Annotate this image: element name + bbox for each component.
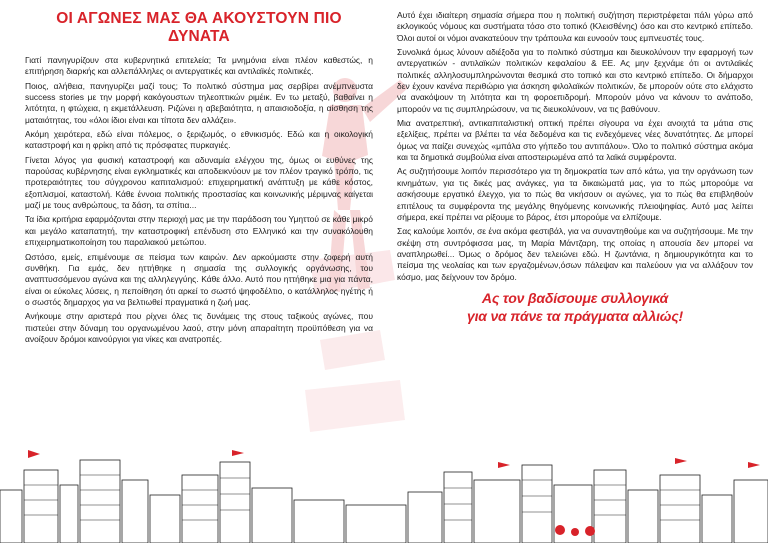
- left-paragraph-2: Ποιος, αλήθεια, πανηγυρίζει μαζί τους; Το πολιτικό σύστημα μας σερβίρει ανέμπνευστα success stories με την μορφή κακόγουστων τηλεοπτικών ριμέικ. Εν τω μεταξύ, βαθαίνει η λιτότητα, η φτώχεια, η εκμετάλλευση. Ριζώνει η αβεβαιότητα, η απαισιοδοξία, η αίσθηση της ματαιότητας, του «όλοι ίδιοι είναι και τίποτα δεν αλλάζει».: [25, 80, 373, 125]
- right-paragraph-2: Συνολικά όμως λύνουν αδιέξοδα για το πολιτικό σύστημα και διευκολύνουν την εφαρμογή των αντεργατικών - αντιλαϊκών πολιτικών κεφαλαίου & ΕΕ. Ας μην ξεχνάμε ότι οι αντιλαϊκές πολιτικές αλληλοσυμπληρώνονται θεσμικά στο τοπικό και στο κεντρικό επίπεδο. Οι δήμαρχοι δεν έχουν κανένα περιθώριο για άσκηση φιλολαϊκών πολιτικών, δε μπορούν ούτε στο ελάχιστο να ανακόψουν τη λιτότητα και τη φοροεπιδρομή. Μπορούν μόνο να κάνουν το ανάποδο, μπορούν να τις συμπληρώσουν, να τις διευκολύνουν, να τις βαθύνουν.: [397, 47, 753, 114]
- right-paragraph-5: Σας καλούμε λοιπόν, σε ένα ακόμα φεστιβάλ, για να συναντηθούμε και να συζητήσουμε. Με την σκέψη στη συντρόφισσα μας, τη Μαρία Μάντζαρη, της οποίας η απουσία δεν μπορεί να αναπληρωθεί... Όμως ο δρόμος δεν τελειώνει εδώ. Η ζωντάνια, η δημιουργικότητα και το πείσμα της νεολαίας και των εργαζομένων,όσων πάλεψαν και παλεύουν για να αλλάξουν τον κόσμο, μας δείχνουν τον δρόμο.: [397, 226, 753, 282]
- right-paragraph-1: Αυτό έχει ιδιαίτερη σημασία σήμερα που η πολιτική συζήτηση περιστρέφεται πάλι γύρω από εκλογικούς νόμους και συστήματα τόσο στο τοπικό (Κλεισθένης) όσο και στο κεντρικό επίπεδο. Όλοι αυτοί οι νόμοι ανακατεύουν την τράπουλα και ευνοούν τους εμπνευστές τους.: [397, 10, 753, 43]
- left-paragraph-3: Ακόμη χειρότερα, εδώ είναι πόλεμος, ο ξεριζωμός, ο εθνικισμός. Εδώ και η οικολογική καταστροφή και η φρίκη από τις πρόσφατες πυρκαγιές.: [25, 129, 373, 151]
- page-title: ΟΙ ΑΓΩΝΕΣ ΜΑΣ ΘΑ ΑΚΟΥΣΤΟΥΝ ΠΙΟ ΔΥΝΑΤΑ: [56, 10, 342, 45]
- city-skyline-illustration: [0, 450, 768, 543]
- left-paragraph-1: Γιατί πανηγυρίζουν στα κυβερνητικά επιτελεία; Τα μνημόνια είναι πλέον καθεστώς, η επιτήρηση διαρκής και αλλεπάλληλες οι αντεργατικές και αντιλαϊκές πολιτικές.: [25, 55, 373, 77]
- right-paragraph-3: Μια ανατρεπτική, αντικαπιταλιστική οπτική πρέπει σίγουρα να έχει ανοιχτά τα μάτια στις εξελίξεις, πρέπει να βλέπει τα νέα δεδομένα και τις ενδεχόμενες νέες δυνατότητες. Δε μπορεί όμως να παίζει συνεχώς «μπάλα στο γήπεδο του αντιπάλου». Όλο το πολιτικό σύστημα ακόμα και τα δημοτικά συμβούλια είναι αποστειρωμένα από τα λαϊκά συμφέροντα.: [397, 118, 753, 163]
- left-paragraph-4: Γίνεται λόγος για φυσική καταστροφή και αδυναμία ελέγχου της, όμως οι ευθύνες της παρούσας κυβέρνησης είναι εγκληματικές και αποδεικνύουν με τον πλέον τραγικό τρόπο, τις προτεραιότητες του σύγχρονου καπιταλισμού: επιχειρηματική ανάπτυξη με κάθε κόστος, εξοπλισμοί, καταστολή. Κάθε έννοια πολιτικής προστασίας και κοινωνικής μέριμνας καίγεται μαζί με τους ανθρώπους, τα δάση, τα σπίτια...: [25, 154, 373, 211]
- left-paragraph-5: Τα ίδια κριτήρια εφαρμόζονται στην περιοχή μας με την παράδοση του Υμηττού σε κάθε μικρό και μεγάλο καταπατητή, την καταστροφική επένδυση στο Ελληνικό και την συνακόλουθη επιχειρηματικοποίηση του παραλιακού μετώπου.: [25, 214, 373, 248]
- left-paragraph-6: Ωστόσο, εμείς, επιμένουμε σε πείσμα των καιρών. Δεν αρκούμαστε στην ζοφερή αυτή συνθήκη. Για εμάς, δεν ηττήθηκε η σημασία της συλλογικής οργάνωσης, του αναπτυσσόμενου αγώνα και της αλληλεγγύης. Κάθε άλλο. Αυτό που ηττήθηκε μια για πάντα, είναι οι εύκολες λύσεις, η πεποίθηση ότι αρκεί το σωστό ψηφοδέλτιο, ο κατάλληλος ηγέτης ή ο σωστός δημαρχος για να βελτιωθεί πραγματικά η ζωή μας.: [25, 251, 373, 307]
- right-paragraph-4: Ας συζητήσουμε λοιπόν περισσότερο για τη δημοκρατία των από κάτω, για την οργάνωση των κινημάτων, για τις δικές μας ανάγκες, για τα δικαιώματά μας, για το πώς μπορούμε να ασκήσουμε εργατικό έλεγχο, για το πώς θα νικήσουν οι αγώνες, για το πώς θα επιβληθούν επιτέλους τα συμφέροντα της μεγάλης θηγόμενης κοινωνικής πλειοψηφίας. Αυτό μας λείπει σήμερα, εκεί πρέπει να ρίξουμε το βάρος, έτσι μπορούμε να ελπίζουμε.: [397, 166, 753, 222]
- right-column: [397, 10, 753, 325]
- slogan-line-2: για να πάνε τα πράγματα αλλιώς!: [467, 307, 683, 324]
- closing-slogan: [397, 289, 753, 325]
- left-paragraph-7: Ανήκουμε στην αριστερά που ρίχνει όλες τις δυνάμεις της στους ταξικούς αγώνες, που πιστεύει στην δύναμη του οργανωμένου λαού, στην μόνη απαραίτητη προϋπόθεση για να ανοίξουν δρόμοι καινούργιοι για νίκες και ανατροπές.: [25, 311, 373, 344]
- slogan-line-1: Ας τον βαδίσουμε συλλογικά: [481, 289, 669, 306]
- left-column: [25, 10, 373, 348]
